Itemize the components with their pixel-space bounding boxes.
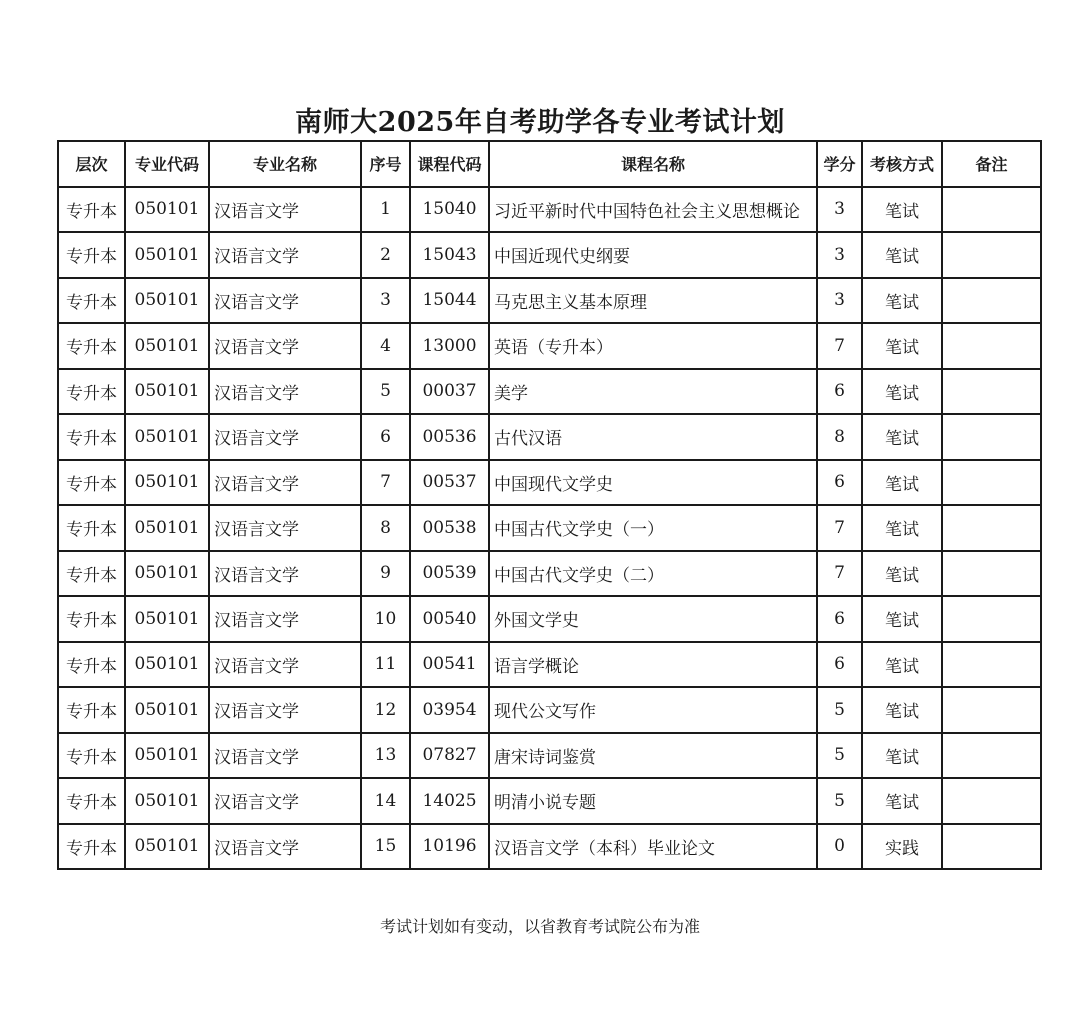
cell-major-name: 汉语言文学 <box>209 505 361 551</box>
cell-credit: 6 <box>817 460 862 506</box>
cell-note <box>942 824 1041 870</box>
cell-course-name: 英语（专升本） <box>489 323 817 369</box>
cell-major-code: 050101 <box>125 232 209 278</box>
cell-major-code: 050101 <box>125 323 209 369</box>
header-level: 层次 <box>58 141 125 187</box>
cell-level: 专升本 <box>58 505 125 551</box>
cell-major-name: 汉语言文学 <box>209 187 361 233</box>
cell-course-code: 03954 <box>410 687 489 733</box>
header-method: 考核方式 <box>862 141 942 187</box>
header-major-name: 专业名称 <box>209 141 361 187</box>
cell-credit: 5 <box>817 687 862 733</box>
table-row <box>58 778 1041 824</box>
cell-course-code: 10196 <box>410 824 489 870</box>
cell-credit: 7 <box>817 551 862 597</box>
cell-note <box>942 369 1041 415</box>
cell-note <box>942 278 1041 324</box>
table-row <box>58 460 1041 506</box>
cell-course-code: 15043 <box>410 232 489 278</box>
cell-note <box>942 414 1041 460</box>
cell-major-name: 汉语言文学 <box>209 232 361 278</box>
cell-level: 专升本 <box>58 414 125 460</box>
table-row <box>58 369 1041 415</box>
cell-major-name: 汉语言文学 <box>209 642 361 688</box>
table-row <box>58 505 1041 551</box>
cell-seq: 2 <box>361 232 410 278</box>
table-row <box>58 551 1041 597</box>
cell-major-code: 050101 <box>125 642 209 688</box>
table-body <box>58 187 1041 870</box>
cell-major-code: 050101 <box>125 187 209 233</box>
cell-major-code: 050101 <box>125 414 209 460</box>
cell-course-code: 00537 <box>410 460 489 506</box>
cell-method: 笔试 <box>862 460 942 506</box>
cell-course-code: 00538 <box>410 505 489 551</box>
cell-course-code: 00536 <box>410 414 489 460</box>
cell-course-name: 习近平新时代中国特色社会主义思想概论 <box>489 187 817 233</box>
cell-credit: 7 <box>817 323 862 369</box>
cell-method: 笔试 <box>862 187 942 233</box>
cell-credit: 3 <box>817 278 862 324</box>
cell-credit: 3 <box>817 232 862 278</box>
cell-level: 专升本 <box>58 551 125 597</box>
cell-major-code: 050101 <box>125 460 209 506</box>
table-row <box>58 733 1041 779</box>
cell-seq: 3 <box>361 278 410 324</box>
cell-seq: 1 <box>361 187 410 233</box>
cell-seq: 8 <box>361 505 410 551</box>
cell-method: 笔试 <box>862 505 942 551</box>
cell-course-code: 15044 <box>410 278 489 324</box>
cell-note <box>942 778 1041 824</box>
cell-note <box>942 596 1041 642</box>
table-row <box>58 596 1041 642</box>
cell-course-name: 美学 <box>489 369 817 415</box>
cell-course-code: 07827 <box>410 733 489 779</box>
cell-major-code: 050101 <box>125 505 209 551</box>
cell-major-code: 050101 <box>125 551 209 597</box>
cell-major-name: 汉语言文学 <box>209 733 361 779</box>
cell-seq: 13 <box>361 733 410 779</box>
cell-major-code: 050101 <box>125 278 209 324</box>
cell-level: 专升本 <box>58 278 125 324</box>
cell-major-name: 汉语言文学 <box>209 369 361 415</box>
cell-major-name: 汉语言文学 <box>209 824 361 870</box>
table-row <box>58 187 1041 233</box>
footnote: 考试计划如有变动，以省教育考试院公布为准 <box>379 917 700 936</box>
cell-seq: 12 <box>361 687 410 733</box>
cell-course-name: 语言学概论 <box>489 642 817 688</box>
cell-course-name: 中国现代文学史 <box>489 460 817 506</box>
cell-credit: 8 <box>817 414 862 460</box>
cell-seq: 15 <box>361 824 410 870</box>
table-row <box>58 824 1041 870</box>
cell-major-code: 050101 <box>125 733 209 779</box>
cell-method: 笔试 <box>862 733 942 779</box>
table-row <box>58 687 1041 733</box>
cell-method: 笔试 <box>862 551 942 597</box>
cell-seq: 5 <box>361 369 410 415</box>
table-row <box>58 642 1041 688</box>
cell-note <box>942 642 1041 688</box>
cell-course-code: 00539 <box>410 551 489 597</box>
cell-course-name: 中国古代文学史（一） <box>489 505 817 551</box>
cell-method: 笔试 <box>862 323 942 369</box>
cell-major-name: 汉语言文学 <box>209 551 361 597</box>
cell-credit: 5 <box>817 733 862 779</box>
cell-level: 专升本 <box>58 232 125 278</box>
cell-method: 笔试 <box>862 642 942 688</box>
cell-major-name: 汉语言文学 <box>209 278 361 324</box>
cell-credit: 6 <box>817 642 862 688</box>
cell-level: 专升本 <box>58 187 125 233</box>
cell-major-name: 汉语言文学 <box>209 687 361 733</box>
cell-course-code: 00037 <box>410 369 489 415</box>
cell-major-name: 汉语言文学 <box>209 596 361 642</box>
table-row <box>58 414 1041 460</box>
header-seq: 序号 <box>361 141 410 187</box>
cell-major-code: 050101 <box>125 596 209 642</box>
cell-level: 专升本 <box>58 460 125 506</box>
cell-major-name: 汉语言文学 <box>209 460 361 506</box>
cell-note <box>942 551 1041 597</box>
header-course-code: 课程代码 <box>410 141 489 187</box>
cell-course-name: 明清小说专题 <box>489 778 817 824</box>
cell-major-code: 050101 <box>125 778 209 824</box>
table-header-row <box>58 141 1041 187</box>
header-course-name: 课程名称 <box>489 141 817 187</box>
cell-note <box>942 505 1041 551</box>
cell-credit: 6 <box>817 369 862 415</box>
cell-level: 专升本 <box>58 596 125 642</box>
cell-course-code: 14025 <box>410 778 489 824</box>
cell-course-code: 00540 <box>410 596 489 642</box>
cell-method: 笔试 <box>862 596 942 642</box>
cell-course-name: 外国文学史 <box>489 596 817 642</box>
cell-seq: 14 <box>361 778 410 824</box>
cell-course-name: 唐宋诗词鉴赏 <box>489 733 817 779</box>
cell-level: 专升本 <box>58 369 125 415</box>
cell-level: 专升本 <box>58 733 125 779</box>
cell-level: 专升本 <box>58 824 125 870</box>
cell-method: 笔试 <box>862 414 942 460</box>
cell-seq: 4 <box>361 323 410 369</box>
page-title: 南师大2025年自考助学各专业考试计划 <box>295 107 785 138</box>
cell-seq: 6 <box>361 414 410 460</box>
cell-course-code: 13000 <box>410 323 489 369</box>
cell-major-code: 050101 <box>125 369 209 415</box>
cell-seq: 11 <box>361 642 410 688</box>
cell-credit: 7 <box>817 505 862 551</box>
header-credit: 学分 <box>817 141 862 187</box>
table-row <box>58 323 1041 369</box>
cell-course-name: 古代汉语 <box>489 414 817 460</box>
cell-credit: 3 <box>817 187 862 233</box>
cell-method: 笔试 <box>862 369 942 415</box>
table-row <box>58 278 1041 324</box>
cell-level: 专升本 <box>58 687 125 733</box>
table-row <box>58 232 1041 278</box>
cell-method: 笔试 <box>862 278 942 324</box>
cell-note <box>942 232 1041 278</box>
cell-credit: 0 <box>817 824 862 870</box>
cell-credit: 6 <box>817 596 862 642</box>
cell-note <box>942 323 1041 369</box>
cell-course-name: 中国近现代史纲要 <box>489 232 817 278</box>
header-note: 备注 <box>942 141 1041 187</box>
cell-level: 专升本 <box>58 778 125 824</box>
cell-level: 专升本 <box>58 642 125 688</box>
cell-seq: 9 <box>361 551 410 597</box>
cell-seq: 7 <box>361 460 410 506</box>
cell-course-name: 中国古代文学史（二） <box>489 551 817 597</box>
cell-method: 笔试 <box>862 687 942 733</box>
cell-major-code: 050101 <box>125 687 209 733</box>
exam-plan-table <box>57 140 1042 870</box>
cell-method: 笔试 <box>862 232 942 278</box>
cell-course-name: 汉语言文学（本科）毕业论文 <box>489 824 817 870</box>
header-major-code: 专业代码 <box>125 141 209 187</box>
cell-major-name: 汉语言文学 <box>209 778 361 824</box>
cell-course-name: 现代公文写作 <box>489 687 817 733</box>
cell-note <box>942 687 1041 733</box>
cell-method: 实践 <box>862 824 942 870</box>
cell-note <box>942 187 1041 233</box>
cell-major-name: 汉语言文学 <box>209 323 361 369</box>
cell-major-name: 汉语言文学 <box>209 414 361 460</box>
cell-method: 笔试 <box>862 778 942 824</box>
cell-course-code: 15040 <box>410 187 489 233</box>
cell-credit: 5 <box>817 778 862 824</box>
cell-major-code: 050101 <box>125 824 209 870</box>
cell-seq: 10 <box>361 596 410 642</box>
cell-level: 专升本 <box>58 323 125 369</box>
cell-note <box>942 733 1041 779</box>
cell-course-code: 00541 <box>410 642 489 688</box>
cell-course-name: 马克思主义基本原理 <box>489 278 817 324</box>
cell-note <box>942 460 1041 506</box>
